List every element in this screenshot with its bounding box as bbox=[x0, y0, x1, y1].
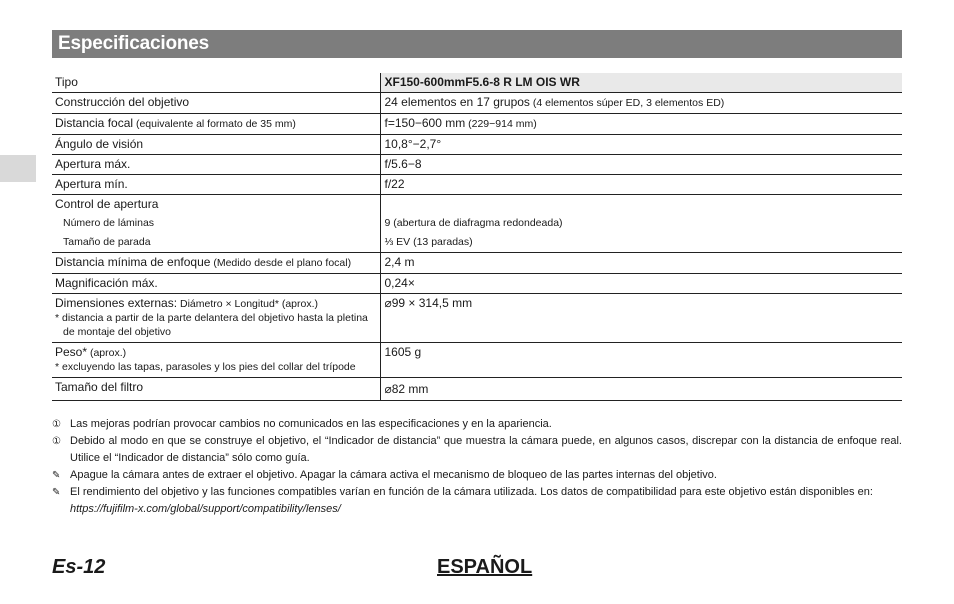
row-label: Apertura máx. bbox=[55, 157, 131, 171]
row-value-detail: (229−914 mm) bbox=[465, 118, 537, 130]
row-value: ⅓ EV (13 paradas) bbox=[384, 236, 473, 248]
row-label: Distancia focal bbox=[55, 116, 134, 130]
row-value: f=150−600 mm bbox=[384, 116, 466, 130]
note-text: El rendimiento del objetivo y las funciones compatibles varían en función de la cámara utilizada. Los datos de compatibilidad para este objetivo están disponibles en: bbox=[70, 486, 873, 498]
row-footnote: * distancia a partir de la parte delantera del objetivo hasta la pletina bbox=[55, 312, 368, 324]
row-label: Distancia mínima de enfoque bbox=[55, 255, 211, 269]
list-item bbox=[52, 433, 902, 467]
table-row bbox=[52, 135, 902, 155]
row-label: Dimensiones externas: bbox=[55, 296, 178, 310]
page-title: Especificaciones bbox=[58, 33, 209, 54]
row-label: Tamaño del filtro bbox=[55, 380, 144, 394]
list-item bbox=[52, 467, 902, 484]
note-text: Debido al modo en que se construye el objetivo, el “Indicador de distancia” que muestra la cámara puede, en algunos casos, discrepar con la distancia de enfoque real. Utilice el “Indicador de distancia” sólo como guía. bbox=[70, 435, 902, 464]
row-label: Construcción del objetivo bbox=[55, 95, 190, 109]
row-footnote: de montaje del objetivo bbox=[63, 326, 171, 338]
row-label-detail: Diámetro × Longitud* (aprox.) bbox=[177, 298, 319, 310]
row-value: 10,8°−2,7° bbox=[384, 137, 442, 151]
compatibility-link[interactable]: https://fujifilm-x.com/global/support/compatibility/lenses/ bbox=[70, 503, 341, 515]
table-row bbox=[52, 294, 902, 343]
row-label: Magnificación máx. bbox=[55, 276, 158, 290]
notes-section bbox=[52, 416, 902, 518]
row-value: 1605 g bbox=[384, 345, 422, 359]
row-label: Tipo bbox=[52, 73, 380, 93]
row-label: Ángulo de visión bbox=[55, 137, 144, 151]
row-value: f/22 bbox=[384, 177, 405, 191]
table-row bbox=[52, 274, 902, 294]
note-text: Apague la cámara antes de extraer el objetivo. Apagar la cámara activa el mecanismo de bloqueo de las partes internas del objetivo. bbox=[70, 469, 717, 481]
row-value: ⌀99 × 314,5 mm bbox=[384, 296, 473, 310]
list-item bbox=[52, 416, 902, 433]
row-label-detail: (Medido desde el plano focal) bbox=[210, 257, 352, 269]
row-sublabel: Tamaño de parada bbox=[63, 236, 151, 248]
row-value-detail: (4 elementos súper ED, 3 elementos ED) bbox=[529, 97, 725, 109]
table-row bbox=[52, 93, 902, 114]
side-tab-marker bbox=[0, 155, 36, 182]
row-label-detail: (equivalente al formato de 35 mm) bbox=[133, 118, 296, 130]
note-icon: ✎ bbox=[52, 487, 61, 498]
table-row bbox=[52, 378, 902, 401]
caution-icon: ① bbox=[52, 436, 61, 447]
language-label: ESPAÑOL bbox=[437, 556, 533, 578]
row-value: 2,4 m bbox=[384, 255, 415, 269]
row-footnote: * excluyendo las tapas, parasoles y los pies del collar del trípode bbox=[55, 361, 356, 373]
row-sublabel: Número de láminas bbox=[63, 217, 155, 229]
table-row bbox=[52, 343, 902, 378]
caution-icon: ① bbox=[52, 419, 61, 430]
list-item bbox=[52, 484, 902, 501]
row-value: 9 (abertura de diafragma redondeada) bbox=[384, 217, 563, 229]
row-value: 0,24× bbox=[384, 276, 415, 290]
table-row bbox=[52, 114, 902, 135]
row-value: f/5.6−8 bbox=[384, 157, 422, 171]
table-row bbox=[52, 175, 902, 195]
row-label: Control de apertura bbox=[55, 197, 159, 211]
row-value: XF150-600mmF5.6-8 R LM OIS WR bbox=[380, 73, 902, 93]
section-header bbox=[52, 30, 902, 58]
row-label-detail: (aprox.) bbox=[87, 347, 127, 359]
table-row bbox=[52, 253, 902, 274]
table-row bbox=[52, 155, 902, 175]
note-icon: ✎ bbox=[52, 470, 61, 481]
row-label: Apertura mín. bbox=[55, 177, 128, 191]
row-value: ⌀82 mm bbox=[384, 382, 429, 396]
page-number: Es-12 bbox=[52, 556, 106, 578]
spec-table bbox=[52, 73, 902, 401]
note-text: Las mejoras podrían provocar cambios no comunicados en las especificaciones y en la apariencia. bbox=[70, 418, 552, 430]
row-label: Peso* bbox=[55, 345, 88, 359]
table-row bbox=[52, 195, 902, 253]
row-value: 24 elementos en 17 grupos bbox=[384, 95, 530, 109]
table-row bbox=[52, 73, 902, 93]
